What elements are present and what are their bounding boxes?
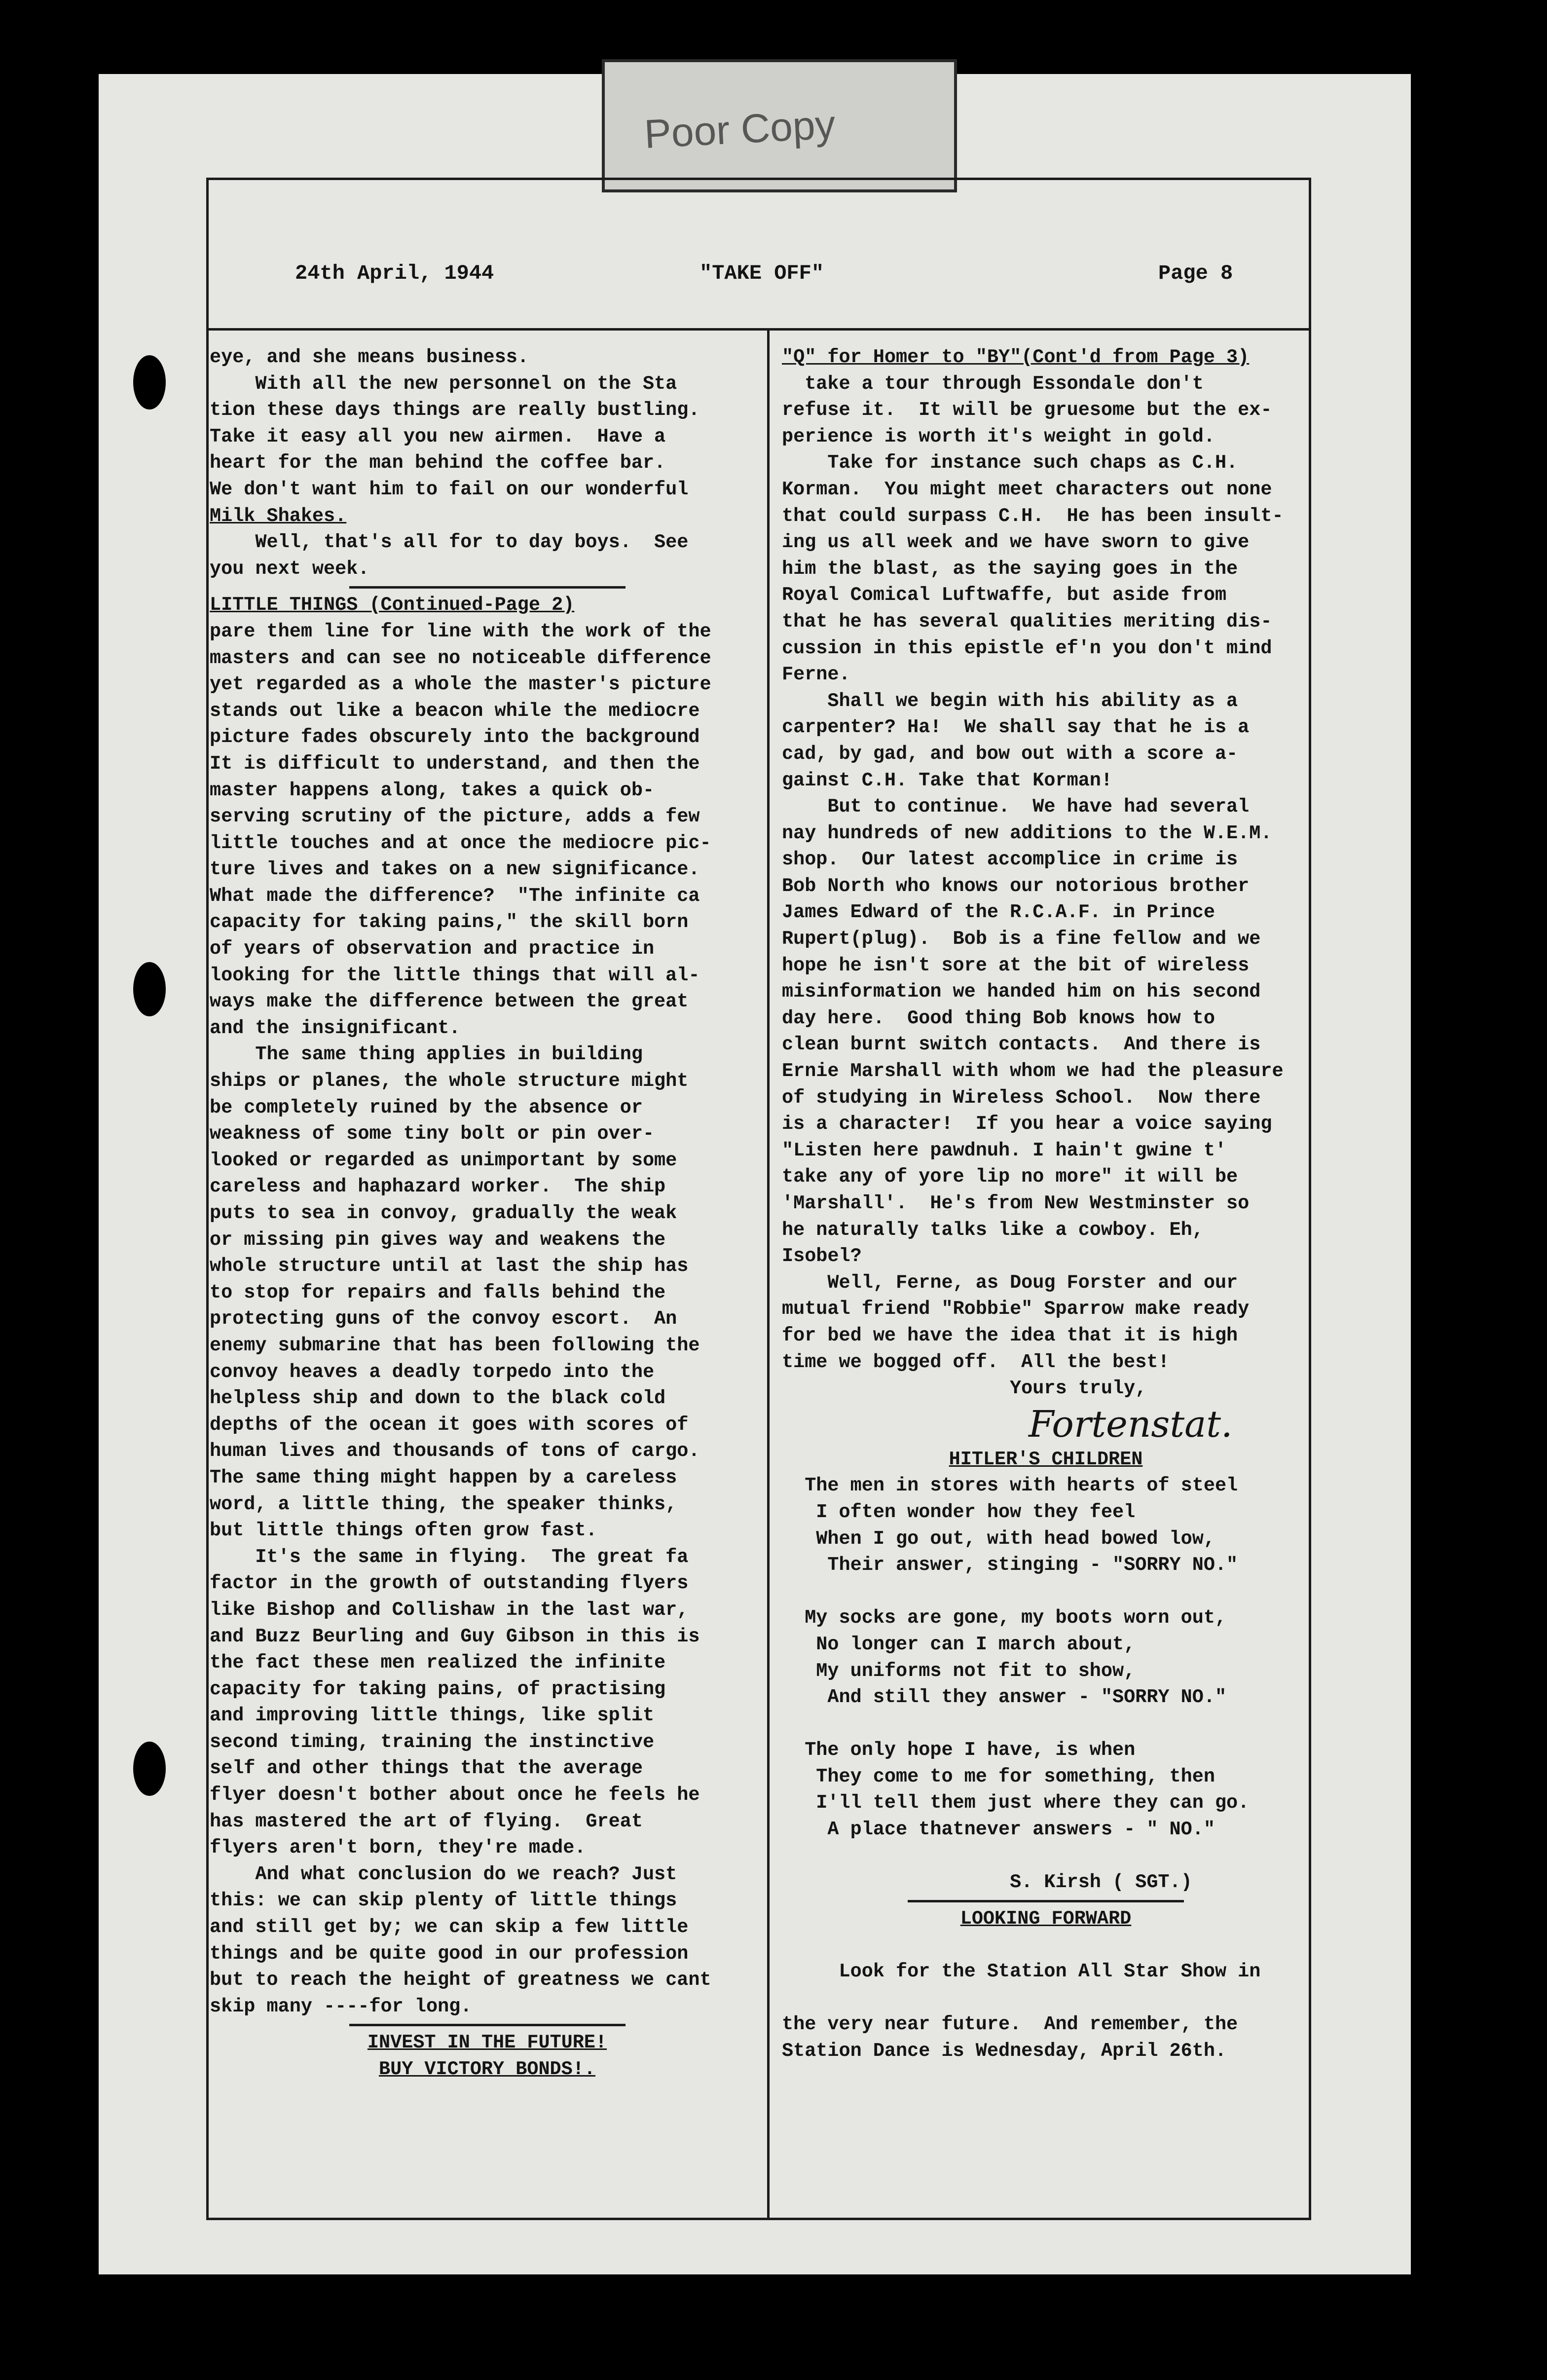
text-line: and improving little things, like split (210, 1705, 655, 1727)
text-line: masters and can see no noticeable difference (210, 647, 711, 669)
text-line: 'Marshall'. He's from New Westminster so (782, 1192, 1250, 1214)
text-line: My uniforms not fit to show, (782, 1660, 1136, 1682)
text-line: cad, by gad, and bow out with a score a- (782, 743, 1238, 765)
text-line: human lives and thousands of tons of cargo. (210, 1440, 700, 1462)
text-line: helpless ship and down to the black cold (210, 1387, 666, 1410)
text-line: serving scrutiny of the picture, adds a few (210, 806, 700, 828)
text-line: stands out like a beacon while the mediocre (210, 700, 700, 722)
text-line: "Q" for Homer to "BY"(Cont'd from Page 3) (782, 346, 1250, 368)
text-line: The only hope I have, is when (782, 1739, 1136, 1761)
text-line: nay hundreds of new additions to the W.E.M. (782, 822, 1272, 844)
text-line: And still they answer - "SORRY NO." (782, 1686, 1227, 1709)
text-line: I often wonder how they feel (782, 1501, 1136, 1523)
text-line: has mastered the art of flying. Great (210, 1810, 643, 1832)
text-line: to stop for repairs and falls behind the (210, 1281, 666, 1303)
text-line: day here. Good thing Bob knows how to (782, 1007, 1215, 1029)
text-line: misinformation we handed him on his second (782, 981, 1261, 1003)
section-rule (210, 2020, 765, 2030)
text-line: Look for the Station All Star Show in (782, 1961, 1261, 1983)
text-line: pare them line for line with the work of the (210, 620, 711, 642)
text-line: enemy submarine that has been following the (210, 1334, 700, 1356)
text-line: gainst C.H. Take that Korman! (782, 769, 1113, 791)
text-line: like Bishop and Collishaw in the last war, (210, 1599, 689, 1621)
text-line: carpenter? Ha! We shall say that he is a (782, 716, 1250, 739)
text-line: Bob North who knows our notorious brother (782, 875, 1250, 897)
column-divider (767, 331, 770, 2220)
text-line: whole structure until at last the ship has (210, 1255, 689, 1277)
text-line: ture lives and takes on a new significance. (210, 858, 700, 881)
text-line (782, 1579, 1310, 1605)
text-line: weakness of some tiny bolt or pin over- (210, 1123, 655, 1145)
text-line: flyers aren't born, they're made. (210, 1837, 586, 1859)
text-line: be completely ruined by the absence or (210, 1096, 643, 1118)
text-line: I'll tell them just where they can go. (782, 1792, 1250, 1814)
page-number: Page 8 (1158, 261, 1233, 285)
punch-hole (133, 1742, 166, 1796)
text-line: second timing, training the instinctive (210, 1731, 655, 1753)
text-line: Take it easy all you new airmen. Have a (210, 425, 666, 447)
text-line (782, 1711, 1310, 1738)
text-line: My socks are gone, my boots worn out, (782, 1607, 1227, 1629)
text-line: Well, Ferne, as Doug Forster and our (782, 1271, 1238, 1294)
text-line: things and be quite good in our profession (210, 1942, 689, 1965)
text-line: clean burnt switch contacts. And there is (782, 1034, 1261, 1056)
newsletter-title: "TAKE OFF" (700, 261, 824, 285)
text-line: They come to me for something, then (782, 1765, 1215, 1787)
text-line: convoy heaves a deadly torpedo into the (210, 1361, 655, 1383)
text-line: that he has several qualities meriting dis- (782, 610, 1272, 632)
page-header (206, 257, 1311, 301)
text-line: Ferne. (782, 664, 850, 686)
text-line: HITLER'S CHILDREN (949, 1448, 1143, 1470)
signature: Fortenstat. (1029, 1403, 1233, 1446)
text-line: and the insignificant. (210, 1017, 461, 1039)
text-line: refuse it. It will be gruesome but the ex- (782, 399, 1272, 421)
text-line: capacity for taking pains, of practising (210, 1678, 666, 1700)
text-line: Well, that's all for to day boys. See (210, 531, 689, 554)
text-line: you next week. (210, 558, 369, 580)
text-line: master happens along, takes a quick ob- (210, 779, 655, 801)
text-line: S. Kirsh ( SGT.) (782, 1871, 1192, 1894)
text-line: The same thing might happen by a careless (210, 1466, 677, 1488)
text-line: Station Dance is Wednesday, April 26th. (782, 2040, 1227, 2062)
document-page (99, 74, 1411, 2274)
text-line: take any of yore lip no more" it will be (782, 1166, 1238, 1188)
stamp-text: Poor Copy (643, 102, 837, 157)
text-line: LITTLE THINGS (Continued-Page 2) (210, 594, 575, 616)
text-line: eye, and she means business. (210, 346, 529, 368)
text-line: but little things often grow fast. (210, 1520, 597, 1542)
text-line: the very near future. And remember, the (782, 2013, 1238, 2036)
text-line: puts to sea in convoy, gradually the weak (210, 1202, 677, 1224)
issue-date: 24th April, 1944 (295, 261, 494, 285)
left-column (210, 344, 765, 2083)
text-line: ing us all week and we have sworn to give (782, 531, 1250, 554)
text-line: It's the same in flying. The great fa (210, 1546, 689, 1568)
text-line: mutual friend "Robbie" Sparrow make ready (782, 1298, 1250, 1320)
section-rule (782, 1896, 1310, 1906)
text-line: James Edward of the R.C.A.F. in Prince (782, 901, 1215, 924)
text-line: or missing pin gives way and weakens the (210, 1228, 666, 1251)
text-line: Isobel? (782, 1245, 862, 1267)
text-line: And what conclusion do we reach? Just (210, 1863, 677, 1885)
text-line: picture fades obscurely into the background (210, 726, 700, 748)
text-line: The men in stores with hearts of steel (782, 1475, 1238, 1497)
text-line: is a character! If you hear a voice saying (782, 1113, 1272, 1135)
text-line: Ernie Marshall with whom we had the pleasure (782, 1060, 1284, 1082)
text-line: LOOKING FORWARD (960, 1907, 1132, 1930)
text-line: tion these days things are really bustling. (210, 399, 700, 421)
text-line: We don't want him to fail on our wonderful (210, 478, 689, 500)
punch-hole (133, 355, 166, 409)
text-line: looked or regarded as unimportant by some (210, 1149, 677, 1171)
text-line: No longer can I march about, (782, 1633, 1136, 1655)
text-line: But to continue. We have had several (782, 796, 1250, 818)
text-line (782, 1843, 1310, 1870)
text-line: take a tour through Essondale don't (782, 372, 1204, 395)
text-line: BUY VICTORY BONDS!. (379, 2058, 595, 2080)
text-line: ships or planes, the whole structure might (210, 1070, 689, 1092)
text-line: looking for the little things that will al- (210, 964, 700, 986)
text-line: "Listen here pawdnuh. I hain't gwine t' (782, 1139, 1227, 1161)
right-column (782, 344, 1310, 2064)
text-line: hope he isn't sore at the bit of wireless (782, 954, 1250, 976)
text-line: of years of observation and practice in (210, 938, 655, 960)
text-line: Shall we begin with his ability as a (782, 690, 1238, 712)
text-line: word, a little thing, the speaker thinks, (210, 1493, 677, 1515)
text-line: depths of the ocean it goes with scores of (210, 1413, 689, 1436)
text-line: cussion in this epistle ef'n you don't mind (782, 637, 1272, 659)
text-line: skip many ----for long. (210, 1995, 472, 2017)
text-line: Korman. You might meet characters out none (782, 478, 1272, 500)
text-line: What made the difference? "The infinite ca (210, 885, 700, 907)
text-line: factor in the growth of outstanding flyers (210, 1572, 689, 1595)
text-line: and Buzz Beurling and Guy Gibson in this is (210, 1625, 700, 1647)
text-line: careless and haphazard worker. The ship (210, 1176, 666, 1198)
text-line: Milk Shakes. (210, 505, 347, 527)
text-line: Royal Comical Luftwaffe, but aside from (782, 584, 1227, 606)
text-line: he naturally talks like a cowboy. Eh, (782, 1219, 1204, 1241)
text-line: him the blast, as the saying goes in the (782, 558, 1238, 580)
text-line: shop. Our latest accomplice in crime is (782, 849, 1238, 871)
text-line: With all the new personnel on the Sta (210, 372, 677, 395)
text-line: The same thing applies in building (210, 1043, 643, 1066)
text-line: flyer doesn't bother about once he feels he (210, 1784, 700, 1806)
text-line: and still get by; we can skip a few little (210, 1916, 689, 1938)
text-line: ways make the difference between the great (210, 991, 689, 1013)
text-line: Take for instance such chaps as C.H. (782, 452, 1238, 474)
text-line: time we bogged off. All the best! (782, 1351, 1170, 1373)
text-line (782, 1932, 1310, 1959)
punch-hole (133, 962, 166, 1016)
text-line: protecting guns of the convoy escort. An (210, 1308, 677, 1330)
text-line: Their answer, stinging - "SORRY NO." (782, 1554, 1238, 1576)
text-line: self and other things that the average (210, 1757, 643, 1780)
text-line: INVEST IN THE FUTURE! (367, 2032, 607, 2054)
text-line: When I go out, with head bowed low, (782, 1527, 1215, 1550)
text-line: perience is worth it's weight in gold. (782, 425, 1215, 447)
text-line: yet regarded as a whole the master's picture (210, 673, 711, 696)
text-line: for bed we have the idea that it is high (782, 1324, 1238, 1346)
text-line: of studying in Wireless School. Now there (782, 1086, 1261, 1109)
text-line: Yours truly, (782, 1377, 1147, 1400)
header-rule (206, 328, 1311, 331)
text-line: that could surpass C.H. He has been insult- (782, 505, 1284, 527)
section-rule (210, 582, 765, 592)
text-line: heart for the man behind the coffee bar. (210, 452, 666, 474)
text-line: but to reach the height of greatness we cant (210, 1969, 711, 1991)
text-line: Rupert(plug). Bob is a fine fellow and we (782, 928, 1261, 950)
text-line: It is difficult to understand, and then the (210, 752, 700, 775)
text-line: this: we can skip plenty of little things (210, 1890, 677, 1912)
text-line: little touches and at once the mediocre pic- (210, 832, 711, 854)
text-line: capacity for taking pains," the skill born (210, 911, 689, 933)
text-line: A place thatnever answers - " NO." (782, 1819, 1215, 1841)
text-line: the fact these men realized the infinite (210, 1652, 666, 1674)
poor-copy-stamp (602, 59, 957, 192)
text-line (782, 1985, 1310, 2012)
